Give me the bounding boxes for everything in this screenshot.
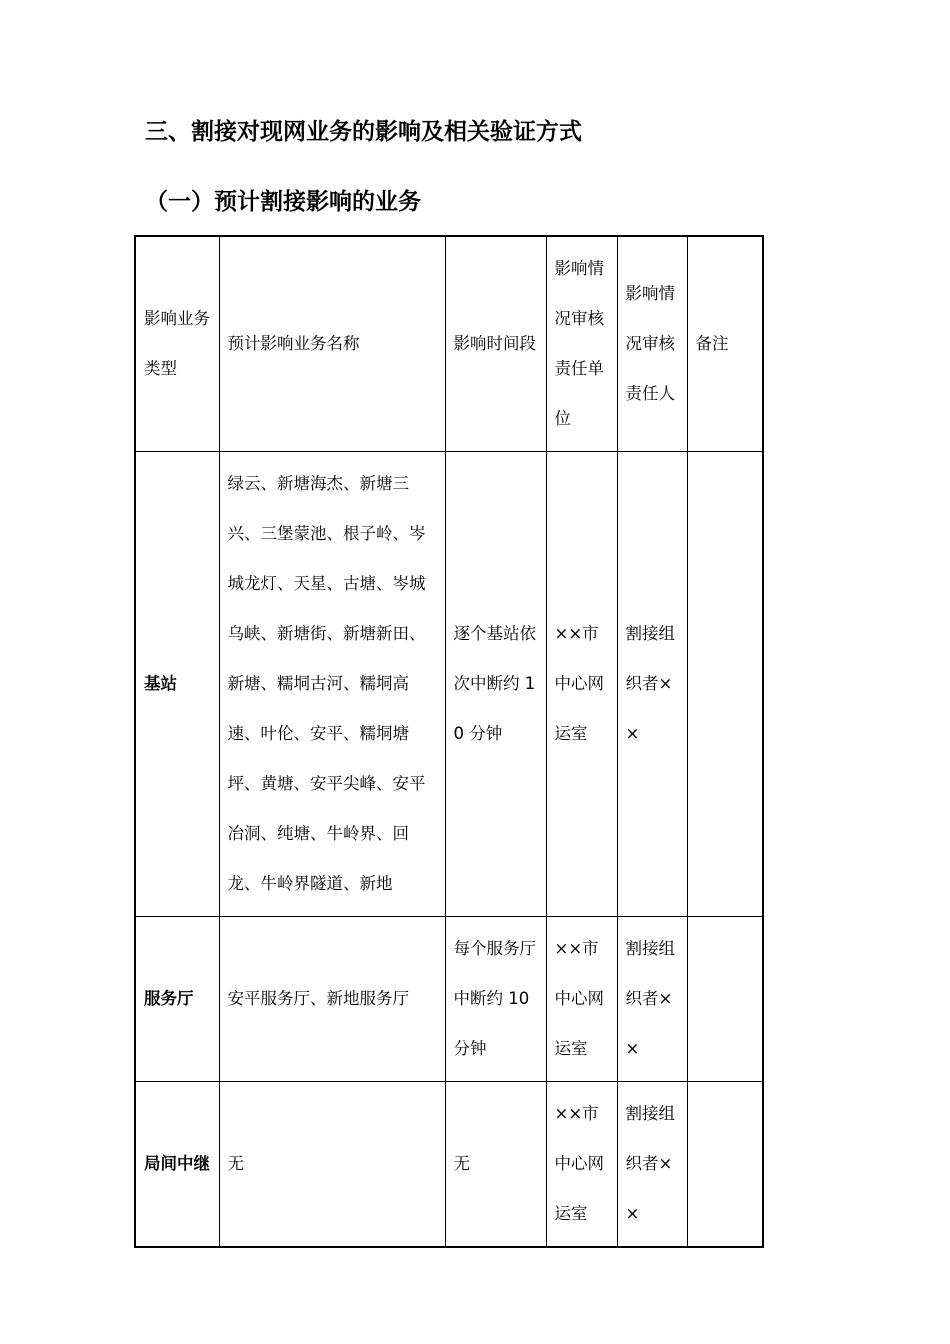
row-note (687, 917, 763, 1082)
row-name: 绿云、新塘海杰、新塘三兴、三堡蒙池、根子岭、岑城龙灯、天星、古塘、岑城乌峡、新塘街、新塘新田、新塘、糯垌古河、糯垌高速、叶伦、安平、糯垌塘坪、黄塘、安平尖峰、安平冶洞、纯塘、牛岭界、回龙、牛岭界隧道、新地 (219, 452, 445, 917)
row-time: 无 (445, 1082, 546, 1248)
header-time: 影响时间段 (445, 236, 546, 452)
row-name: 无 (219, 1082, 445, 1248)
subsection-heading: （一）预计割接影响的业务 (145, 189, 421, 215)
header-unit: 影响情况审核责任单位 (546, 236, 617, 452)
row-unit: ××市中心网运室 (546, 917, 617, 1082)
row-time: 逐个基站依次中断约 10 分钟 (445, 452, 546, 917)
header-note: 备注 (687, 236, 763, 452)
header-name: 预计影响业务名称 (219, 236, 445, 452)
row-type: 局间中继 (135, 1082, 219, 1248)
table-row (135, 452, 763, 917)
header-person: 影响情况审核责任人 (617, 236, 687, 452)
row-time: 每个服务厅中断约 10 分钟 (445, 917, 546, 1082)
section-heading: 三、割接对现网业务的影响及相关验证方式 (145, 119, 582, 145)
table-row (135, 917, 763, 1082)
header-type: 影响业务类型 (135, 236, 219, 452)
row-unit: ××市中心网运室 (546, 1082, 617, 1248)
row-type: 服务厅 (135, 917, 219, 1082)
row-name: 安平服务厅、新地服务厅 (219, 917, 445, 1082)
row-type: 基站 (135, 452, 219, 917)
table-row (135, 1082, 763, 1248)
row-person: 割接组织者×× (617, 452, 687, 917)
impact-table (134, 235, 764, 1248)
row-person: 割接组织者×× (617, 917, 687, 1082)
row-note (687, 452, 763, 917)
row-unit: ××市中心网运室 (546, 452, 617, 917)
row-person: 割接组织者×× (617, 1082, 687, 1248)
row-note (687, 1082, 763, 1248)
table-header-row (135, 236, 763, 452)
